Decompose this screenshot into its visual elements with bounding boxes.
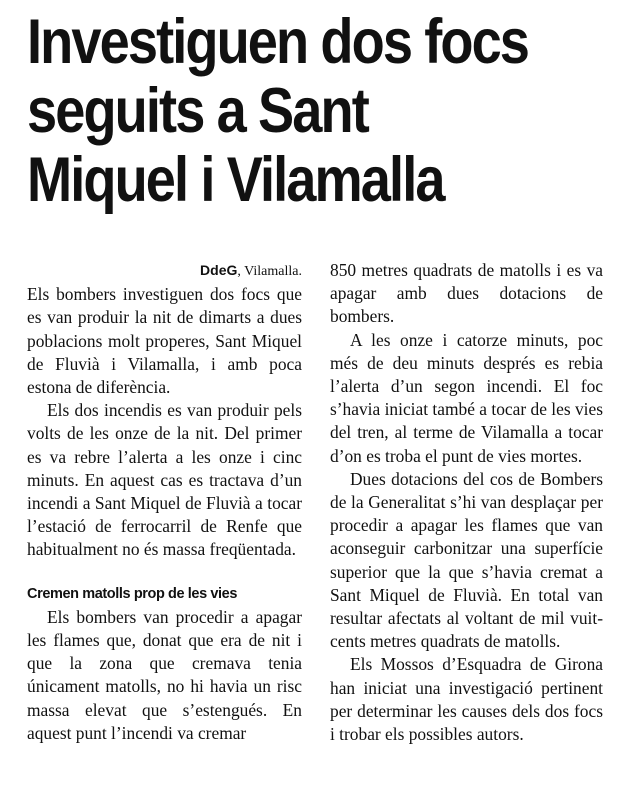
- byline-location: , Vilamalla.: [237, 264, 302, 279]
- paragraph: Els bombers van procedir a apagar les flames que, donat que era de nit i que la zona que cremava tenia únicament matolls, no hi havia un risc massa elevat que s’estengués. En aquest punt l’incendi va cremar: [27, 606, 302, 743]
- paragraph: A les onze i catorze minuts, poc més de deu minuts després es rebia l’alerta d’un segon incendi. El foc s’havia iniciat també a tocar de les vies del tren, al terme de Vilamalla a tocar d’on es troba el punt de vies mortes.: [330, 329, 603, 466]
- byline: [27, 259, 302, 283]
- subheading: Cremen matolls prop de les vies: [27, 585, 238, 602]
- byline-agency: DdeG: [200, 262, 238, 278]
- paragraph: Els bombers investiguen dos focs que es van produir la nit de dimarts a dues poblacions molt properes, Sant Miquel de Fluvià i Vilamalla, i amb poca estona de diferència.: [27, 284, 302, 398]
- paragraph: Els Mossos d’Esquadra de Girona han iniciat una investigació pertinent per determinar les causes dels dos focs i trobar els possibles autors.: [330, 654, 603, 745]
- paragraph: Els dos incendis es van produir pels volts de les onze de la nit. Del primer es va rebre l’alerta a les onze i cinc minuts. En aquest cas es tractava d’un incendi a Sant Miquel de Fluvià a tocar l’estació de ferrocarril de Renfe que habitualment no és massa freqüentada.: [27, 400, 302, 560]
- headline-line-2: seguits a Sant: [27, 76, 368, 146]
- right-column: [330, 259, 603, 746]
- headline: [27, 8, 530, 215]
- headline-line-3: Miquel i Vilamalla: [27, 145, 444, 215]
- paragraph: 850 metres quadrats de matolls i es va apagar amb dues dotacions de bombers.: [330, 260, 603, 327]
- left-column: [27, 259, 302, 745]
- paragraph: Dues dotacions del cos de Bombers de la Generalitat s’hi van desplaçar per procedir a apagar les flames que van aconseguir carbonitzar una superfície superior que la que s’havia cremat a Sant Miquel de Fluvià. En total van resultar afectats al voltant de mil vuit-cents metres quadrats de matolls.: [330, 468, 603, 652]
- headline-line-1: Investiguen dos focs: [27, 7, 529, 77]
